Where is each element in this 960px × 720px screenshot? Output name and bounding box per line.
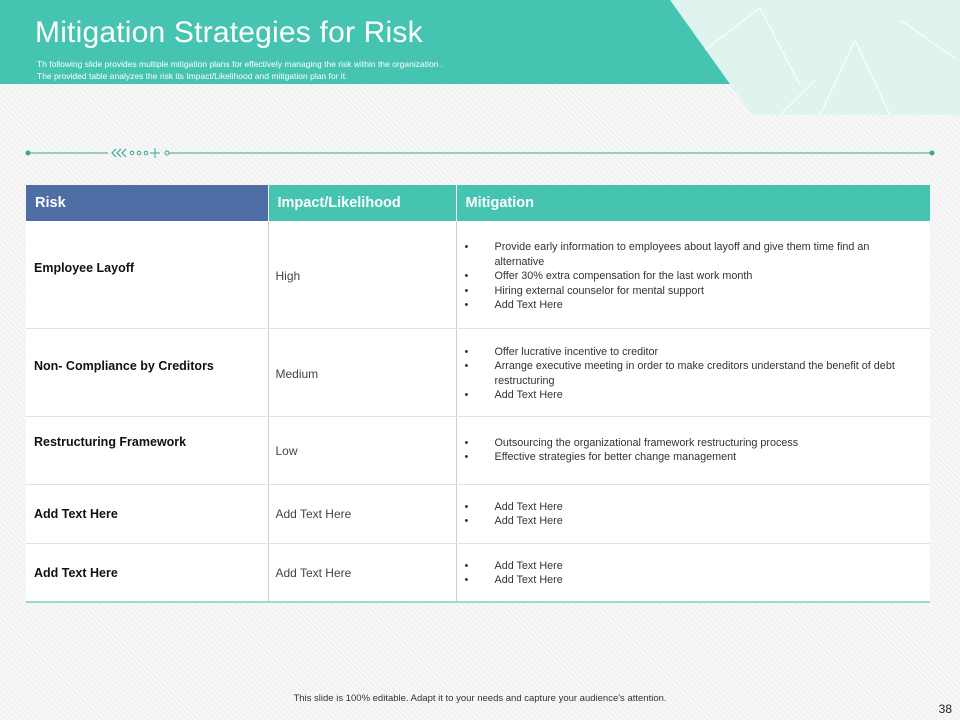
risk-cell	[26, 416, 268, 484]
list-item: • Offer 30% extra compensation for the last work month	[465, 269, 921, 284]
mitigation-cell	[456, 416, 930, 484]
table-row	[26, 328, 930, 416]
list-item: • Provide early information to employees about layoff and give them time find an alternative	[465, 240, 921, 269]
list-item: • Add Text Here	[465, 559, 921, 574]
impact-value: Medium	[275, 366, 319, 381]
impact-value: Add Text Here	[275, 565, 352, 580]
impact-cell	[268, 484, 456, 543]
subtitle-line-1: Th following slide provides multiple mitigation plans for effectively managing the risk within the organization .	[37, 59, 444, 69]
mitigation-cell	[456, 484, 930, 543]
header-impact: Impact/Likelihood	[268, 185, 456, 221]
list-item: • Hiring external counselor for mental support	[465, 284, 921, 299]
list-item: • Add Text Here	[465, 298, 921, 313]
risk-cell	[26, 328, 268, 416]
list-item: • Add Text Here	[465, 573, 921, 588]
mitigation-list	[465, 417, 921, 465]
mitigation-list	[465, 485, 921, 529]
impact-value: High	[275, 269, 301, 283]
list-item: • Add Text Here	[465, 500, 921, 515]
risk-cell	[26, 543, 268, 602]
divider-ornament	[22, 144, 938, 162]
impact-cell	[268, 416, 456, 484]
mitigation-list	[465, 544, 921, 588]
list-item: • Add Text Here	[465, 388, 921, 403]
impact-value: Add Text Here	[275, 506, 352, 521]
risk-name: Add Text Here	[34, 506, 118, 521]
list-item: • Arrange executive meeting in order to make creditors understand the benefit of debt restructuring	[465, 359, 921, 388]
header-mitigation: Mitigation	[456, 185, 930, 221]
risk-name: Restructuring Framework	[34, 434, 187, 449]
risk-table	[26, 185, 930, 603]
impact-cell	[268, 543, 456, 602]
risk-cell	[26, 221, 268, 328]
table-header-row	[26, 185, 930, 221]
page-subtitle	[37, 58, 443, 82]
mitigation-list	[465, 329, 921, 403]
impact-cell	[268, 221, 456, 328]
list-item: • Outsourcing the organizational framework restructuring process	[465, 436, 921, 451]
mitigation-cell	[456, 543, 930, 602]
risk-name: Employee Layoff	[34, 261, 135, 275]
page-number: 38	[938, 702, 952, 716]
risk-name: Add Text Here	[34, 565, 118, 580]
table-row	[26, 416, 930, 484]
table-row	[26, 221, 930, 328]
list-item: • Effective strategies for better change management	[465, 450, 921, 465]
table-row	[26, 543, 930, 602]
footer-note: This slide is 100% editable. Adapt it to your needs and capture your audience's attention.	[293, 693, 667, 704]
subtitle-line-2: The provided table analyzes the risk its Impact/Likelihood and mitigation plan for it.	[37, 71, 348, 81]
impact-value: Low	[275, 443, 298, 458]
page-title: Mitigation Strategies for Risk	[35, 16, 423, 49]
mitigation-list	[465, 221, 921, 313]
list-item: • Offer lucrative incentive to creditor	[465, 345, 921, 360]
risk-name: Non- Compliance by Creditors	[34, 358, 214, 373]
risk-cell	[26, 484, 268, 543]
table-row	[26, 484, 930, 543]
mitigation-cell	[456, 328, 930, 416]
list-item: • Add Text Here	[465, 514, 921, 529]
impact-cell	[268, 328, 456, 416]
mitigation-cell	[456, 221, 930, 328]
header-risk: Risk	[26, 185, 268, 221]
